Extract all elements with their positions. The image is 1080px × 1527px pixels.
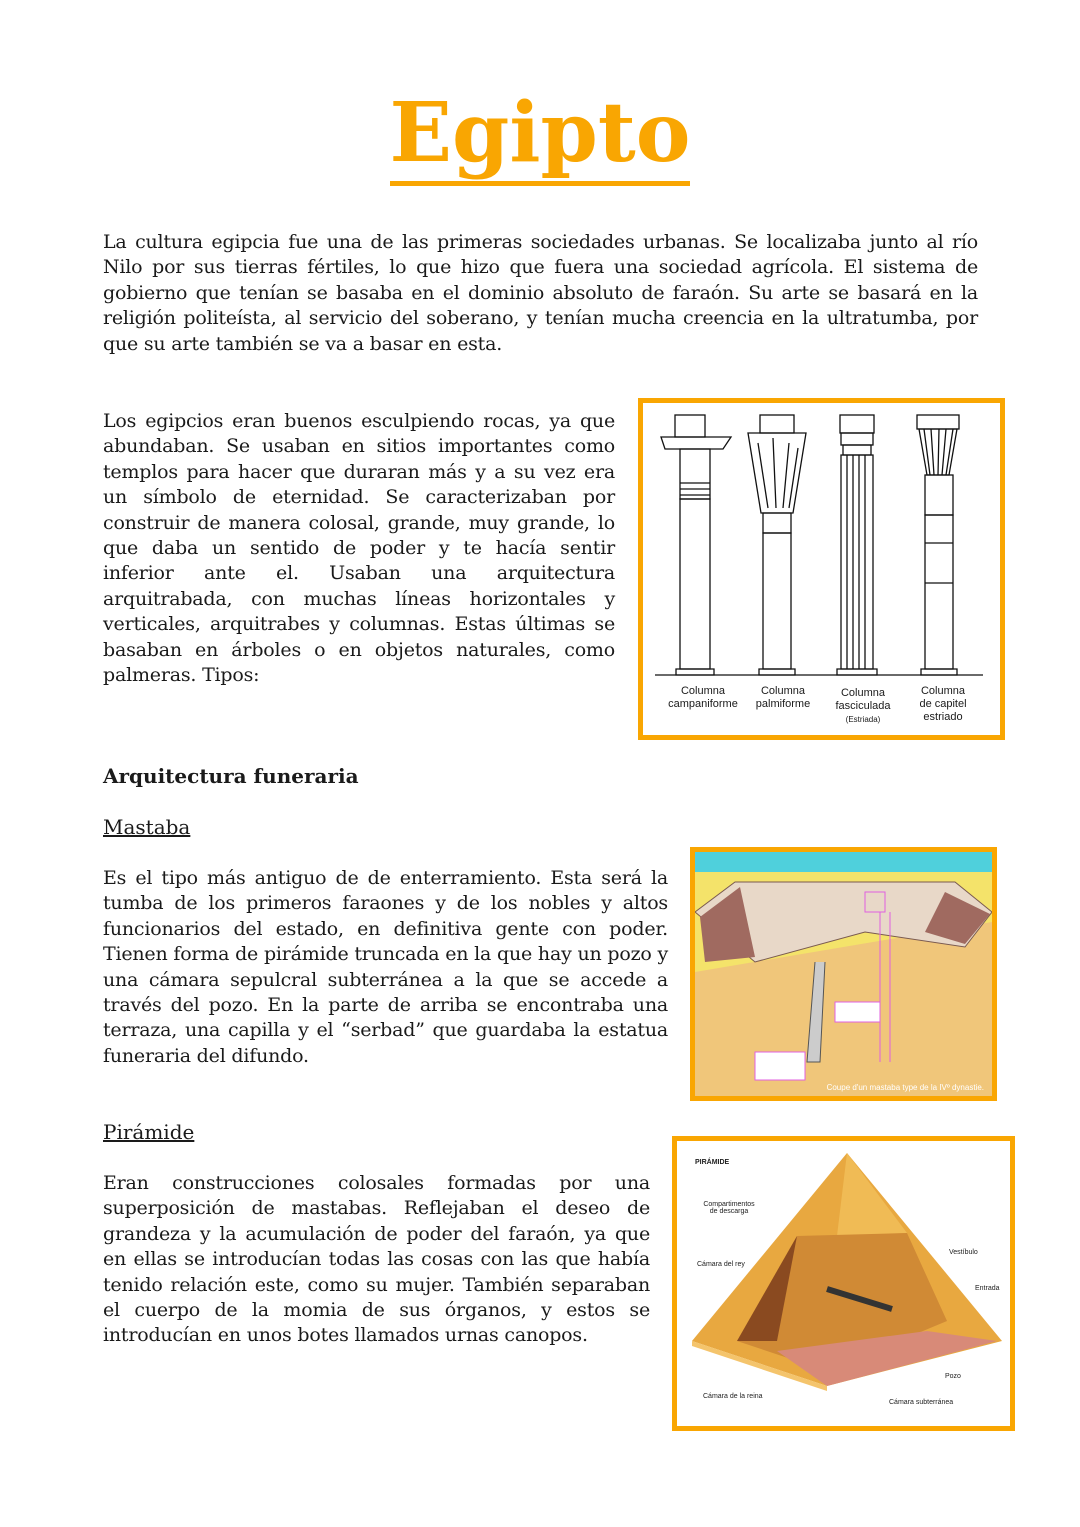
piramide-heading: Pirámide: [103, 1120, 195, 1144]
title-text: Egipto: [390, 86, 691, 186]
mastaba-drawing: [695, 852, 992, 1096]
mastaba-figure: [690, 847, 997, 1101]
page-title: [0, 85, 1080, 186]
piramide-paragraph: Eran construcciones colosales formadas por una superposición de mastabas. Reflejaban el deseo de grandeza y la acumulación de poder del faraón, ya que en ellas se introducían todas las cosas con las que había tenido relación este, como su mujer. También separaban el cuerpo de la momia de sus órganos, y estos se introducían en unos botes llamados urnas canopos.: [103, 1172, 650, 1347]
label-entrada: Entrada: [975, 1285, 1000, 1292]
label-compartimentos: Compartimentos de descarga: [703, 1201, 755, 1215]
label-vestibulo: Vestíbulo: [949, 1249, 978, 1256]
mastaba-heading: Mastaba: [103, 815, 191, 839]
columns-paragraph: Los egipcios eran buenos esculpiendo rocas, ya que abundaban. Se usaban en sitios importantes como templos para hacer que duraran más y a su vez era un símbolo de eternidad. Se caracterizaban por construir de manera colosal, grande, muy grande, lo que daba un sentido de poder y te hacía sentir inferior ante el. Usaban una arquitectura arquitrabada, con muchas líneas horizontales y verticales, arquitrabes y columnas. Estas últimas se basaban en árboles o en objetos naturales, como palmeras. Tipos:: [103, 410, 615, 687]
column-label-capitel-estriado: Columna de capitel estriado: [919, 685, 967, 723]
label-camara-subterranea: Cámara subterránea: [889, 1399, 954, 1406]
mastaba-caption: Coupe d'un mastaba type de la IVº dynastie.: [826, 1083, 984, 1092]
column-label-palmiforme: Columna palmiforme: [755, 685, 811, 710]
column-label-fasciculada: Columna fasciculada (Estriada): [835, 687, 891, 724]
intro-paragraph: La cultura egipcia fue una de las primeras sociedades urbanas. Se localizaba junto al río Nilo por sus tierras fértiles, lo que hizo que fuera una sociedad agrícola. El sistema de gobierno que tenían se basaba en el dominio absoluto de faraón. Su arte se basará en la religión politeísta, al servicio del soberano, y tenían mucha creencia en la ultratumba, por que su arte también se va a basar en esta.: [103, 231, 978, 355]
label-camara-reina: Cámara de la reina: [703, 1393, 763, 1400]
column-label-campaniforme: Columna campaniforme: [668, 685, 738, 710]
section-heading: Arquitectura funeraria: [103, 764, 359, 788]
label-camara-rey: Cámara del rey: [697, 1261, 745, 1268]
mastaba-paragraph: Es el tipo más antiguo de de enterramiento. Esta será la tumba de los primeros faraones y de los nobles y altos funcionarios del estado, en definitiva gente con poder. Tienen forma de pirámide truncada en la que hay un pozo y una cámara sepulcral subterránea a la que se accede a través del pozo. En la parte de arriba se encontraba una terraza, una capilla y el “serbad” que guardaba la estatua funeraria del difundo.: [103, 867, 668, 1067]
columns-figure: [638, 398, 1005, 740]
pyramid-figure: [672, 1136, 1015, 1431]
label-pozo: Pozo: [945, 1373, 961, 1380]
pyramid-title: PIRÁMIDE: [695, 1159, 730, 1166]
pyramid-drawing: [677, 1141, 1010, 1426]
